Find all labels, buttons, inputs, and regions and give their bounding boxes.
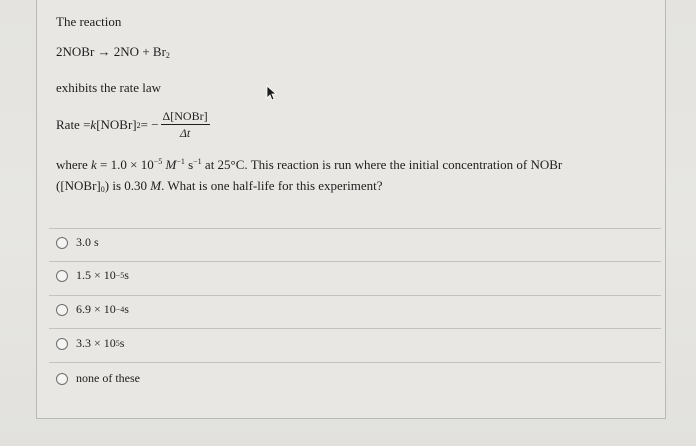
stem-text: at 25°C. This reaction is run where the initial concentration of NOBr [201, 157, 563, 172]
rate-law-expression [56, 110, 210, 140]
fraction-numerator: Δ[NOBr] [162, 109, 208, 123]
option-unit: s [119, 336, 125, 350]
mouse-cursor-icon [266, 85, 278, 101]
answer-option-2[interactable] [56, 268, 129, 283]
stem-subscript: 0 [100, 185, 105, 194]
question-stem-line-2 [56, 178, 383, 194]
fraction-denominator: Δt [179, 126, 191, 140]
rate-lhs: Rate = [56, 117, 91, 132]
stem-exponent: −1 [193, 157, 202, 166]
equals-minus: = − [140, 117, 159, 132]
stem-text: ([NOBr] [56, 178, 101, 193]
option-label: 3.0 s [76, 235, 99, 249]
stem-k: k [91, 157, 97, 172]
option-unit: s [124, 302, 129, 316]
order-exponent: 2 [136, 120, 141, 130]
option-label: 1.5 × 10 [76, 268, 116, 282]
option-exponent: −5 [115, 271, 125, 280]
option-label: 3.3 × 10 [76, 336, 116, 350]
stem-text: = 1.0 × 10 [96, 157, 154, 172]
question-intro: The reaction [56, 14, 122, 29]
option-exponent: 5 [115, 339, 120, 348]
product-2-subscript: 2 [165, 51, 170, 60]
rate-fraction [161, 110, 210, 140]
product-2: Br [152, 44, 166, 59]
option-unit: s [124, 268, 129, 282]
option-divider [49, 261, 661, 262]
stem-text: . What is one half-life for this experiment? [161, 178, 383, 193]
rate-constant: k [90, 117, 97, 132]
option-exponent: −4 [115, 305, 125, 314]
radio-button[interactable] [56, 304, 68, 316]
answer-option-4[interactable] [56, 336, 124, 351]
stem-exponent: −1 [176, 157, 185, 166]
stem-exponent: −5 [153, 157, 163, 166]
stem-text: where [56, 157, 92, 172]
option-divider [49, 295, 661, 296]
radio-button[interactable] [56, 270, 68, 282]
concentration: [NOBr] [96, 117, 137, 132]
answer-option-1[interactable] [56, 235, 99, 250]
reactant: 2NOBr [56, 44, 95, 59]
stem-molar: M [165, 157, 177, 172]
radio-button[interactable] [56, 373, 68, 385]
radio-button[interactable] [56, 338, 68, 350]
stem-text: ) is 0.30 [104, 178, 151, 193]
answer-option-5[interactable] [56, 371, 140, 386]
reaction-arrow: → [97, 44, 111, 59]
question-stem-line-1 [56, 157, 562, 173]
radio-button[interactable] [56, 237, 68, 249]
option-divider [49, 328, 661, 329]
answer-option-3[interactable] [56, 302, 129, 317]
plus-sign: + [142, 44, 150, 59]
rate-law-intro: exhibits the rate law [56, 80, 162, 95]
option-label: none of these [76, 371, 140, 385]
question-card [36, 0, 666, 419]
product-1: 2NO [113, 44, 140, 59]
option-divider [49, 362, 661, 363]
option-label: 6.9 × 10 [76, 302, 116, 316]
reaction-equation [56, 44, 170, 60]
stem-text: s [184, 157, 194, 172]
stem-molar: M [150, 178, 162, 193]
option-divider [49, 228, 661, 229]
